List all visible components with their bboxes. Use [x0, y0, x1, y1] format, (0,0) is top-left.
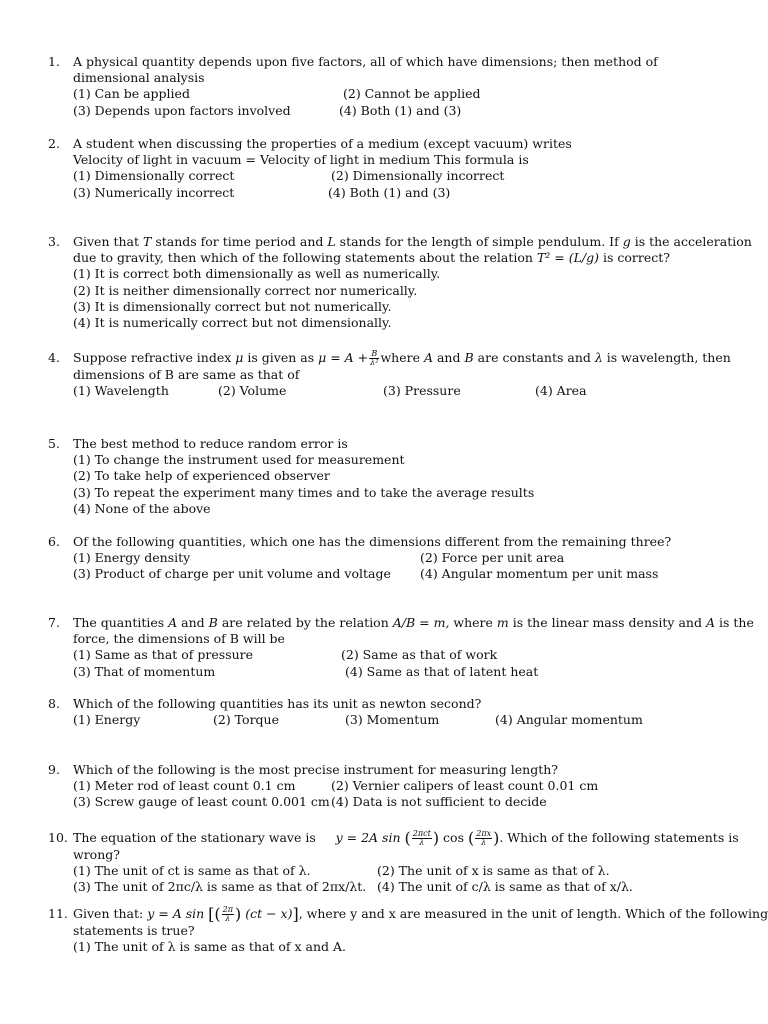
question-number: 4. — [48, 350, 60, 365]
question-number: 10. — [48, 830, 68, 845]
option-3: (3) That of momentum — [73, 663, 216, 679]
option-4: (4) Both (1) and (3) — [339, 102, 462, 118]
question-text: The best method to reduce random error is — [73, 436, 348, 451]
option-3: (3) To repeat the experiment many times and to take the average results — [73, 484, 535, 500]
option-2: (2) Torque — [213, 712, 279, 728]
option-3: (3) It is dimensionally correct but not numerically. — [73, 298, 392, 314]
question-text: A physical quantity depends upon five factors, all of which have dimensions; then method of dimensional analysis — [73, 54, 658, 86]
question-text-line-2: force, the dimensions of B will be — [73, 631, 285, 647]
option-2: (2) Vernier calipers of least count 0.01 cm — [331, 778, 599, 794]
question-text-line-2: statements is true? — [73, 923, 195, 938]
option-4: (4) Data is not sufficient to decide — [331, 794, 547, 810]
question-text: Suppose refractive index μ is given as μ = A + $\frac{B}{\text{λ²}}$ where A and B are constants and λ is wavelength, then — [73, 349, 731, 367]
question-10 — [48, 830, 738, 896]
option-4: (4) It is numerically correct but not dimensionally. — [73, 315, 392, 331]
option-4: (4) Angular momentum — [495, 712, 643, 728]
option-1: (1) Energy — [73, 712, 141, 728]
question-1 — [48, 54, 738, 119]
question-number: 1. — [48, 54, 60, 69]
option-4: (4) Same as that of latent heat — [345, 663, 539, 679]
option-2: (2) Force per unit area — [420, 550, 565, 566]
option-2: (2) To take help of experienced observer — [73, 468, 330, 484]
wave-equation: y = A sin — [147, 906, 205, 921]
option-1: (1) Energy density — [73, 550, 191, 566]
question-4 — [48, 350, 738, 399]
question-3 — [48, 234, 752, 331]
question-text: The quantities A and B are related by the relation A/B = m, where m is the linear mass density and A is the — [73, 615, 754, 630]
question-number: 7. — [48, 615, 60, 630]
option-3: (3) Momentum — [345, 712, 440, 728]
option-4: (4) None of the above — [73, 500, 211, 516]
option-1: (1) The unit of λ is same as that of x and A. — [73, 939, 347, 955]
question-text: Of the following quantities, which one has the dimensions different from the remaining three? — [73, 534, 672, 549]
option-2: (2) Same as that of work — [341, 647, 498, 663]
option-1: (1) The unit of ct is same as that of λ. — [73, 863, 311, 879]
question-number: 9. — [48, 762, 60, 777]
question-6 — [48, 534, 738, 583]
option-2: (2) It is neither dimensionally correct nor numerically. — [73, 282, 418, 298]
question-9 — [48, 762, 738, 811]
question-text-line-2: due to gravity, then which of the following statements about the relation T² = (L/g) is correct? — [73, 250, 670, 266]
option-1: (1) Can be applied — [73, 86, 190, 102]
option-3: (3) Depends upon factors involved — [73, 102, 291, 118]
question-text-line-2: wrong? — [73, 847, 120, 862]
option-3: (3) Product of charge per unit volume and voltage — [73, 566, 391, 582]
option-2: (2) Volume — [218, 383, 287, 399]
question-text: Given that T stands for time period and L stands for the length of simple pendulum. If g is the acceleration — [73, 234, 752, 249]
wave-equation: y = 2A sin — [335, 830, 401, 845]
question-number: 11. — [48, 906, 68, 921]
question-7 — [48, 615, 754, 680]
option-2: (2) The unit of x is same as that of λ. — [377, 863, 610, 879]
option-3: (3) The unit of 2πc/λ is same as that of 2πx/λt. — [73, 879, 367, 895]
relation-formula: T² = (L/g) — [536, 250, 599, 266]
question-number: 2. — [48, 136, 60, 151]
option-2: (2) Cannot be applied — [343, 86, 481, 102]
question-text: Which of the following quantities has its unit as newton second? — [73, 696, 482, 711]
question-11 — [48, 904, 768, 955]
option-4: (4) Area — [535, 383, 587, 399]
option-1: (1) Same as that of pressure — [73, 647, 254, 663]
option-3: (3) Screw gauge of least count 0.001 cm — [73, 794, 330, 810]
option-2: (2) Dimensionally incorrect — [331, 168, 505, 184]
option-1: (1) Meter rod of least count 0.1 cm — [73, 778, 296, 794]
question-text: Given that: y = A sin [( $\frac{2\pi}{\lambda}$ ) (ct − x)], where y and x are measured in the unit of length. Which of the following — [73, 904, 768, 924]
option-1: (1) Dimensionally correct — [73, 168, 235, 184]
fraction-2pict-over-lambda: $\frac{\text{2πct}}{\lambda}$ — [412, 829, 431, 847]
question-text: The equation of the stationary wave is y = 2A sin ( $\frac{\text{2πct}}{\lambda}$ ) cos ( $\frac{2\pi x}{\lambda}$ ). Which of the following statements is — [73, 828, 739, 848]
option-4: (4) Angular momentum per unit mass — [420, 566, 659, 582]
option-4: (4) Both (1) and (3) — [328, 184, 451, 200]
question-text-line-2: Velocity of light in vacuum = Velocity of light in medium This formula is — [73, 152, 529, 168]
option-1: (1) Wavelength — [73, 383, 169, 399]
question-number: 6. — [48, 534, 60, 549]
question-number: 3. — [48, 234, 60, 249]
option-1: (1) To change the instrument used for measurement — [73, 452, 405, 468]
question-8 — [48, 696, 738, 728]
question-text-line-2: dimensions of B are same as that of — [73, 367, 300, 382]
question-number: 5. — [48, 436, 60, 451]
question-text: Which of the following is the most precise instrument for measuring length? — [73, 762, 558, 777]
option-3: (3) Numerically incorrect — [73, 184, 235, 200]
fraction-b-over-lambda-squared: $\frac{B}{\text{λ²}}$ — [370, 349, 379, 367]
option-1: (1) It is correct both dimensionally as well as numerically. — [73, 266, 441, 282]
question-text: A student when discussing the properties of a medium (except vacuum) writes — [73, 136, 572, 151]
option-4: (4) The unit of c/λ is same as that of x/λ. — [377, 879, 633, 895]
option-3: (3) Pressure — [383, 383, 461, 399]
question-number: 8. — [48, 696, 60, 711]
fraction-2pi-over-lambda: $\frac{2\pi}{\lambda}$ — [222, 905, 233, 923]
question-5 — [48, 436, 738, 517]
fraction-2pix-over-lambda: $\frac{2\pi x}{\lambda}$ — [476, 829, 492, 847]
question-2 — [48, 136, 738, 201]
